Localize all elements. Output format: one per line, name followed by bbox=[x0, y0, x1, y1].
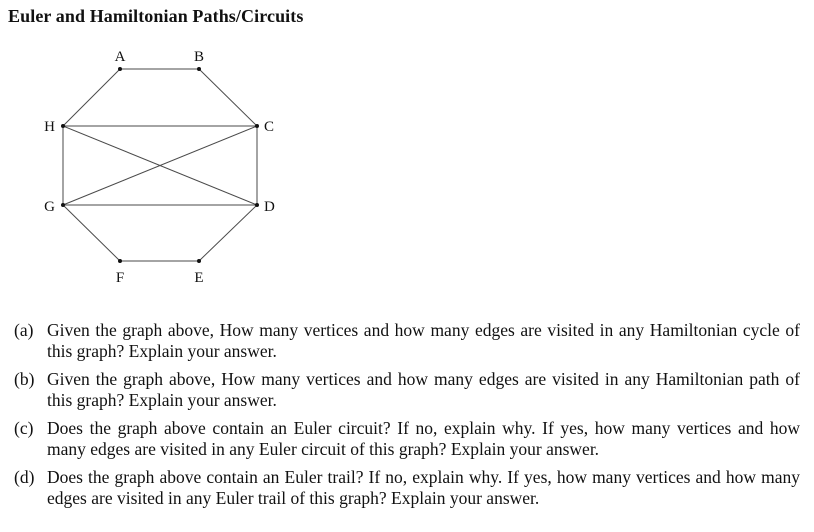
vertex-label-a: A bbox=[114, 49, 126, 65]
question-label: (b) bbox=[14, 369, 35, 389]
question-text: Given the graph above, How many vertices and how many edges are visited in any Hamiltonian path of this graph? Explain your answer. bbox=[47, 369, 800, 410]
vertex-label-e: E bbox=[194, 270, 204, 286]
question-item bbox=[14, 418, 800, 460]
vertex-f bbox=[118, 259, 122, 263]
vertex-c bbox=[255, 124, 259, 128]
question-label: (a) bbox=[14, 320, 34, 340]
question-item bbox=[14, 467, 800, 509]
edge-f-g bbox=[63, 205, 120, 261]
question-text: Does the graph above contain an Euler trail? If no, explain why. If yes, how many vertices and how many edges are visited in any Euler trail of this graph? Explain your answer. bbox=[47, 467, 800, 508]
question-text: Does the graph above contain an Euler circuit? If no, explain why. If yes, how many vertices and how many edges are visited in any Euler circuit of this graph? Explain your answer. bbox=[47, 418, 800, 459]
question-item bbox=[14, 369, 800, 411]
question-label: (c) bbox=[14, 418, 34, 438]
vertex-g bbox=[61, 203, 65, 207]
edge-b-c bbox=[199, 69, 257, 126]
vertex-label-f: F bbox=[115, 270, 125, 286]
vertex-d bbox=[255, 203, 259, 207]
question-label: (d) bbox=[14, 467, 35, 487]
vertex-b bbox=[197, 67, 201, 71]
graph-vertex-labels bbox=[44, 49, 275, 286]
vertex-h bbox=[61, 124, 65, 128]
edge-d-e bbox=[199, 205, 257, 261]
vertex-a bbox=[118, 67, 122, 71]
vertex-label-h: H bbox=[44, 119, 55, 135]
page-title: Euler and Hamiltonian Paths/Circuits bbox=[8, 6, 304, 26]
question-list bbox=[14, 320, 800, 516]
graph-edges bbox=[63, 69, 257, 261]
vertex-label-c: C bbox=[264, 119, 275, 135]
vertex-label-d: D bbox=[264, 199, 275, 215]
vertex-e bbox=[197, 259, 201, 263]
question-item bbox=[14, 320, 800, 362]
vertex-label-g: G bbox=[44, 199, 55, 215]
edge-h-a bbox=[63, 69, 120, 126]
question-text: Given the graph above, How many vertices and how many edges are visited in any Hamiltonian cycle of this graph? Explain your answer. bbox=[47, 320, 800, 361]
vertex-label-b: B bbox=[193, 49, 205, 65]
